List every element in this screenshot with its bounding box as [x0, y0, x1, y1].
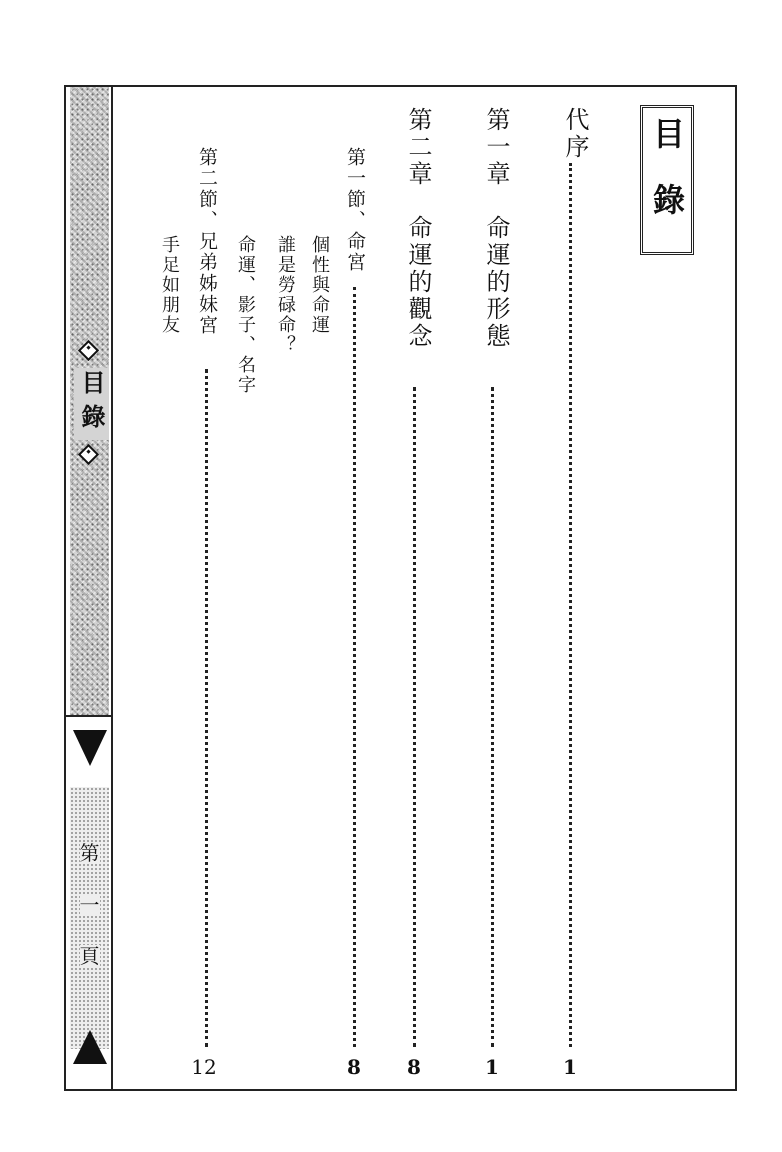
toc-page-number: 8 [347, 1055, 361, 1079]
toc-item-siblings-friends[interactable]: 手足如朋友 [159, 235, 180, 335]
toc-entry-section-1[interactable]: 第一節、命宮 [344, 147, 366, 273]
leader-dots [413, 387, 416, 1047]
toc-item-shadow-name[interactable]: 命運、影子、名字 [235, 235, 256, 395]
prev-page-arrow-icon[interactable] [73, 1030, 107, 1064]
toc-page-number: 8 [407, 1055, 421, 1079]
toc-page-number: 1 [563, 1055, 577, 1079]
next-page-arrow-icon[interactable] [73, 730, 107, 766]
sidebar [66, 87, 113, 1089]
toc-entry-chapter-1[interactable]: 第一章 命運的形態 [482, 107, 510, 350]
page-prefix: 第 [79, 841, 100, 865]
sidebar-section-label: 目錄 [70, 359, 109, 449]
sidebar-divider [66, 715, 113, 717]
toc-item-toil[interactable]: 誰是勞碌命？ [275, 235, 296, 355]
page-suffix: 頁 [79, 944, 100, 968]
page-indicator [70, 842, 109, 967]
leader-dots [491, 387, 494, 1047]
toc-page-number: 1 [485, 1055, 499, 1079]
toc-entry-section-2[interactable]: 第二節、兄弟姊妹宮 [196, 147, 218, 336]
page-number: 一 [79, 892, 100, 917]
toc-entry-chapter-2[interactable]: 第二章 命運的觀念 [404, 107, 432, 350]
toc-entry-preface[interactable]: 代序 [561, 107, 589, 161]
leader-dots [353, 287, 356, 1047]
leader-dots [569, 163, 572, 1047]
toc-title: 目錄 [640, 105, 694, 255]
toc-item-personality[interactable]: 個性與命運 [309, 235, 330, 335]
toc-page-number: 12 [191, 1055, 217, 1079]
leader-dots [205, 369, 208, 1047]
page-frame [64, 85, 737, 1091]
